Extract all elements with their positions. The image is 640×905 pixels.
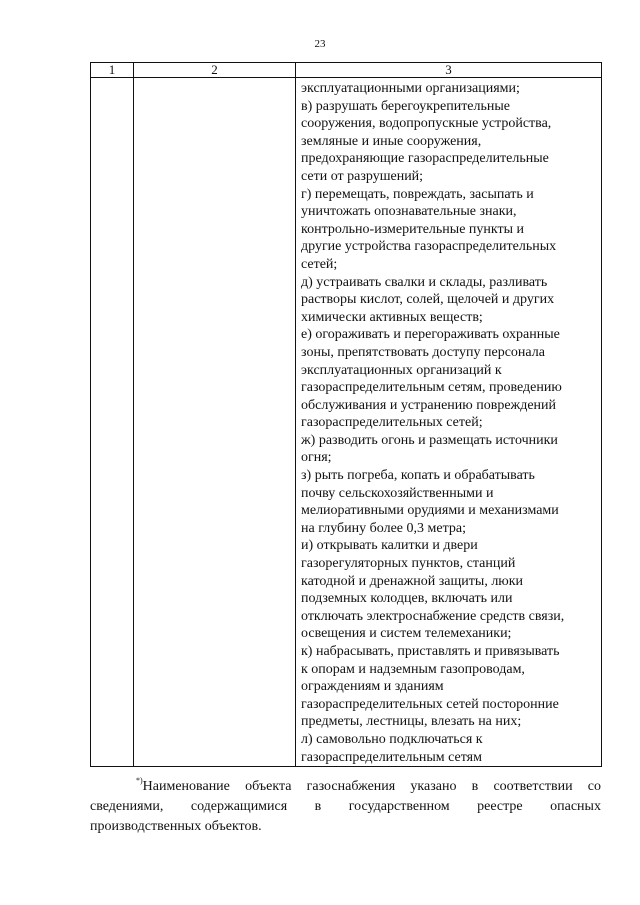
text-line: д) устраивать свалки и склады, разливать <box>301 274 548 290</box>
footnote-word: сведениями, <box>90 799 164 814</box>
text-line: обслуживания и устранению повреждений <box>301 397 557 413</box>
text-line: предохраняющие газораспределительные <box>301 151 549 167</box>
table-header-row <box>91 63 602 78</box>
footnote-line-1 <box>90 777 601 797</box>
text-line: огня; <box>301 450 332 466</box>
text-line: подземных колодцев, включать или <box>301 591 513 607</box>
footnote-line-2 <box>90 797 601 817</box>
footnote-word: объекта <box>245 779 292 794</box>
footnote-word: газоснабжения <box>306 779 396 794</box>
footnote-word: в <box>314 799 322 814</box>
text-line: химически активных веществ; <box>301 309 483 325</box>
text-line: г) перемещать, повреждать, засыпать и <box>301 186 534 202</box>
text-line: и) открывать калитки и двери <box>301 538 478 554</box>
column-header-1: 1 <box>91 63 134 78</box>
footnote-word: реестре <box>477 799 523 814</box>
table-row <box>91 78 602 767</box>
column-header-2: 2 <box>134 63 296 78</box>
text-line: ограждениям и зданиям <box>301 679 444 695</box>
text-line: земляные и иные сооружения, <box>301 133 482 149</box>
footnote-word: указано <box>410 779 457 794</box>
text-line: газораспределительным сетям <box>301 749 482 765</box>
footnote-word: в <box>471 779 479 794</box>
text-line: газораспределительных сетей посторонние <box>301 696 559 712</box>
text-line: предметы, лестницы, влезать на них; <box>301 714 522 730</box>
text-line: мелиоративными орудиями и механизмами <box>301 503 559 519</box>
table-cell-col2 <box>134 78 296 767</box>
text-line: к) набрасывать, приставлять и привязывать <box>301 644 560 659</box>
table-cell-col3 <box>296 78 602 767</box>
text-line: в) разрушать берегоукрепительные <box>301 98 511 114</box>
page-number: 23 <box>314 38 326 50</box>
footnote-word <box>136 777 230 797</box>
text-line: газораспределительным сетям, проведению <box>301 380 562 396</box>
text-line: освещения и систем телемеханики; <box>301 626 512 642</box>
footnote-word: опасных <box>550 799 601 814</box>
text-line: сооружения, водопропускные устройства, <box>301 116 552 132</box>
text-line: уничтожать опознавательные знаки, <box>301 204 517 220</box>
text-line: газорегуляторных пунктов, станций <box>301 556 516 572</box>
footnote-marker: *) <box>136 776 143 785</box>
footnote-word-text: Наименование <box>142 779 230 794</box>
text-line: ж) разводить огонь и размещать источники <box>301 432 558 448</box>
text-line: почву сельскохозяйственными и <box>301 485 494 501</box>
text-line: катодной и дренажной защиты, люки <box>301 573 524 589</box>
text-line: газораспределительных сетей; <box>301 415 483 431</box>
restrictions-text <box>296 78 601 766</box>
text-line: з) рыть погреба, копать и обрабатывать <box>301 468 535 484</box>
footnote-line-3: производственных объектов. <box>90 819 262 834</box>
restrictions-table <box>90 62 602 767</box>
footnote-word: государственном <box>348 799 450 814</box>
text-line: отключать электроснабжение средств связи, <box>301 608 565 624</box>
text-line: контрольно-измерительные пункты и <box>301 221 525 237</box>
text-line: эксплуатационными организациями; <box>301 81 520 96</box>
text-line: эксплуатационных организаций к <box>301 362 502 378</box>
text-line: сети от разрушений; <box>301 168 424 184</box>
text-line: растворы кислот, солей, щелочей и других <box>301 292 555 308</box>
text-line: зоны, препятствовать доступу персонала <box>301 344 545 360</box>
column-header-3: 3 <box>296 63 602 78</box>
footnote <box>90 777 601 837</box>
text-line: л) самовольно подключаться к <box>301 731 483 747</box>
text-line: другие устройства газораспределительных <box>301 239 557 255</box>
text-line: е) огораживать и перегораживать охранные <box>301 327 560 343</box>
footnote-word: содержащимися <box>190 799 288 814</box>
footnote-word: со <box>587 779 601 794</box>
footnote-word: соответствии <box>493 779 573 794</box>
text-line: к опорам и надземным газопроводам, <box>301 661 525 677</box>
text-line: на глубину более 0,3 метра; <box>301 520 466 536</box>
text-line: сетей; <box>301 256 338 272</box>
table-cell-col1 <box>91 78 134 767</box>
